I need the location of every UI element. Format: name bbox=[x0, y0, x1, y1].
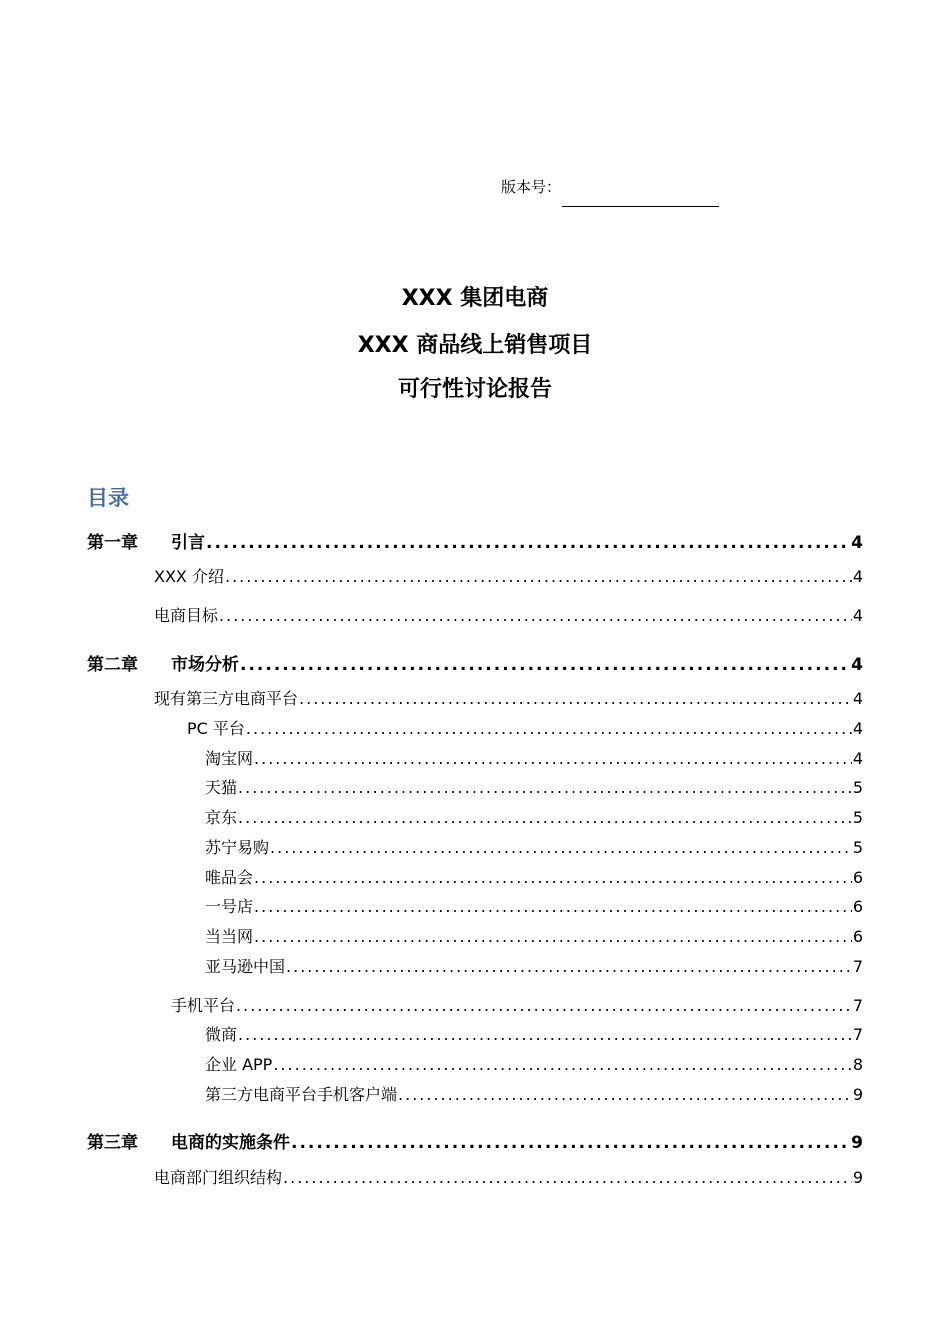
version-underline bbox=[562, 206, 719, 207]
toc-leader-dots bbox=[254, 749, 852, 769]
toc-entry-text: 亚马逊中国 bbox=[205, 957, 286, 976]
toc-entry[interactable] bbox=[187, 719, 863, 739]
report-title-line-3: 可行性讨论报告 bbox=[397, 377, 552, 402]
version-label: 版本号： bbox=[501, 178, 562, 196]
toc-heading: 目录 bbox=[87, 486, 129, 510]
toc-entry-text: 市场分析 bbox=[171, 655, 239, 675]
toc-leader-dots bbox=[238, 1025, 852, 1045]
toc-entry[interactable] bbox=[154, 689, 863, 709]
toc-entry-text: 天猫 bbox=[205, 778, 238, 797]
toc-entry-text: 电商的实施条件 bbox=[171, 1133, 290, 1153]
toc-entry[interactable] bbox=[205, 778, 863, 798]
toc-entry[interactable] bbox=[154, 567, 863, 587]
toc-leader-dots bbox=[291, 1133, 850, 1153]
toc-leader-dots bbox=[270, 838, 852, 858]
toc-entry-text: 现有第三方电商平台 bbox=[154, 689, 299, 708]
toc-chapter-number: 第二章 bbox=[87, 655, 138, 675]
toc-page-number: 7 bbox=[852, 996, 863, 1015]
toc-page-number: 5 bbox=[852, 778, 863, 797]
toc-entry-text: 微商 bbox=[205, 1025, 238, 1044]
toc-entry-text: PC 平台 bbox=[187, 719, 245, 738]
toc-page-number: 9 bbox=[852, 1168, 863, 1187]
toc-leader-dots bbox=[254, 897, 852, 917]
toc-page-number: 4 bbox=[852, 567, 863, 586]
toc-entry-text: 第三方电商平台手机客户端 bbox=[205, 1085, 398, 1104]
toc-entry-text: 引言 bbox=[171, 533, 205, 553]
toc-leader-dots bbox=[206, 533, 850, 553]
toc-page-number: 4 bbox=[851, 655, 863, 675]
toc-leader-dots bbox=[240, 655, 850, 675]
toc-entry-text: 京东 bbox=[205, 808, 238, 827]
toc-leader-dots bbox=[254, 927, 852, 947]
toc-page-number: 9 bbox=[852, 1085, 863, 1104]
toc-entry-text: 苏宁易购 bbox=[205, 838, 270, 857]
toc-page-number: 8 bbox=[852, 1055, 863, 1074]
toc-leader-dots bbox=[238, 808, 852, 828]
toc-leader-dots bbox=[238, 778, 852, 798]
toc-page-number: 6 bbox=[852, 868, 863, 887]
toc-page-number: 4 bbox=[852, 749, 863, 768]
toc-entry[interactable] bbox=[154, 606, 863, 626]
toc-entry-text: XXX 介绍 bbox=[154, 567, 224, 586]
toc-entry[interactable] bbox=[205, 749, 863, 769]
toc-entry-text: 一号店 bbox=[205, 897, 254, 916]
toc-page-number: 4 bbox=[852, 606, 863, 625]
toc-leader-dots bbox=[273, 1055, 851, 1075]
toc-entry-chapter-2[interactable] bbox=[87, 655, 863, 675]
toc-entry-text: 当当网 bbox=[205, 927, 254, 946]
toc-page-number: 6 bbox=[852, 927, 863, 946]
toc-leader-dots bbox=[283, 1168, 852, 1188]
toc-leader-dots bbox=[286, 957, 852, 977]
toc-entry-text: 手机平台 bbox=[171, 996, 236, 1015]
toc-page-number: 5 bbox=[852, 808, 863, 827]
toc-entry-chapter-3[interactable] bbox=[87, 1133, 863, 1153]
toc-entry-text: 淘宝网 bbox=[205, 749, 254, 768]
toc-page-number: 4 bbox=[852, 719, 863, 738]
toc-entry[interactable] bbox=[171, 996, 863, 1016]
toc-chapter-number: 第一章 bbox=[87, 533, 138, 553]
toc-leader-dots bbox=[236, 996, 852, 1016]
toc-entry[interactable] bbox=[154, 1168, 863, 1188]
toc-entry-text: 电商部门组织结构 bbox=[154, 1168, 283, 1187]
toc-entry[interactable] bbox=[205, 838, 863, 858]
toc-entry-chapter-1[interactable] bbox=[87, 533, 863, 553]
toc-page-number: 4 bbox=[851, 533, 863, 553]
toc-leader-dots bbox=[246, 719, 852, 739]
toc-entry[interactable] bbox=[205, 1025, 863, 1045]
toc-entry[interactable] bbox=[205, 868, 863, 888]
toc-entry[interactable] bbox=[205, 897, 863, 917]
toc-entry[interactable] bbox=[205, 1055, 863, 1075]
toc-page-number: 7 bbox=[852, 1025, 863, 1044]
toc-entry-text: 电商目标 bbox=[154, 606, 219, 625]
toc-leader-dots bbox=[299, 689, 852, 709]
toc-entry[interactable] bbox=[205, 957, 863, 977]
toc-entry-text: 唯品会 bbox=[205, 868, 254, 887]
toc-entry-text: 企业 APP bbox=[205, 1055, 273, 1074]
toc-page-number: 6 bbox=[852, 897, 863, 916]
report-title-line-2: XXX 商品线上销售项目 bbox=[357, 333, 593, 358]
toc-entry[interactable] bbox=[205, 927, 863, 947]
toc-chapter-number: 第三章 bbox=[87, 1133, 138, 1153]
toc-page-number: 9 bbox=[851, 1133, 863, 1153]
toc-leader-dots bbox=[225, 567, 852, 587]
toc-page-number: 4 bbox=[852, 689, 863, 708]
toc-leader-dots bbox=[398, 1085, 852, 1105]
toc-page-number: 5 bbox=[852, 838, 863, 857]
toc-leader-dots bbox=[219, 606, 852, 626]
toc-page-number: 7 bbox=[852, 957, 863, 976]
toc-leader-dots bbox=[254, 868, 852, 888]
toc-entry[interactable] bbox=[205, 1085, 863, 1105]
report-title-line-1: XXX 集团电商 bbox=[401, 286, 549, 311]
toc-entry[interactable] bbox=[205, 808, 863, 828]
